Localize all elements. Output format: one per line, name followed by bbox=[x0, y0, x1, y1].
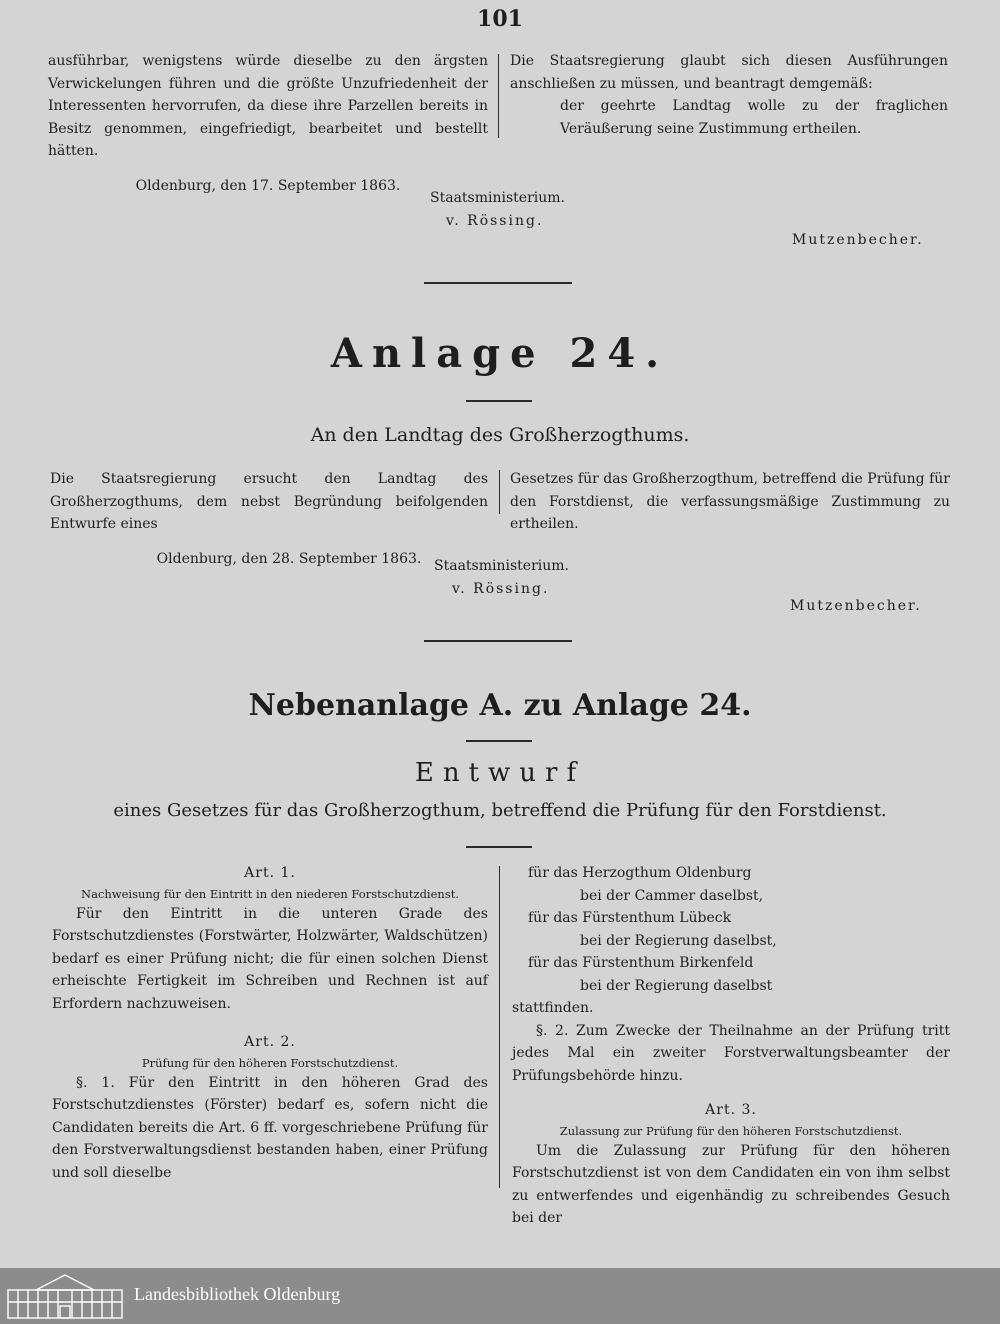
entwurf-heading: Entwurf bbox=[414, 758, 586, 788]
anlage-minister: v. Rössing. bbox=[452, 581, 550, 597]
library-building-icon bbox=[6, 1272, 124, 1320]
anlage-right-column bbox=[510, 468, 950, 536]
art2-subheading: Prüfung für den höheren Forstschutzdienst. bbox=[141, 1055, 399, 1070]
page-number: 101 bbox=[477, 6, 523, 32]
section-divider bbox=[424, 640, 572, 642]
anlage-place-date: Oldenburg, den 28. September 1863. bbox=[156, 550, 422, 567]
title-rule bbox=[466, 846, 532, 848]
title-rule bbox=[466, 400, 532, 402]
library-footer bbox=[0, 1268, 1000, 1324]
top-ministry: Staatsministerium. bbox=[430, 190, 565, 206]
art2-line: für das Fürstenthum Lübeck bbox=[528, 910, 732, 926]
anlage-left-paragraph: Die Staatsregierung ersucht den Landtag des Großherzogthums, dem nebst Begründung beifolgenden Entwurfe eines bbox=[50, 471, 488, 532]
art3-text: Um die Zulassung zur Prüfung für den höheren Forstschutzdienst ist von dem Candidaten ein von ihm selbst zu entwerfendes und eigenhändig zu schreibendes Gesuch bei der bbox=[512, 1142, 950, 1226]
column-divider bbox=[499, 866, 500, 1188]
top-place-date: Oldenburg, den 17. September 1863. bbox=[135, 177, 401, 194]
top-right-paragraph: Die Staatsregierung glaubt sich diesen Ausführungen anschließen zu müssen, und beantragt demgemäß: bbox=[510, 53, 948, 92]
art3-heading: Art. 3. bbox=[705, 1102, 757, 1118]
column-divider bbox=[499, 470, 500, 514]
lower-left-column bbox=[52, 862, 488, 1184]
anlage-address: An den Landtag des Großherzogthums. bbox=[310, 424, 690, 446]
art2-text: §. 1. Für den Eintritt in den höheren Grad des Forstschutzdienstes (Förster) bedarf es, sofern nicht die Candidaten bereits die Art. 6 ff. vorgeschriebene Prüfung für den Forstverwaltungsdienst bestanden haben, einer Prüfung und soll dieselbe bbox=[52, 1074, 488, 1181]
art2-line: bei der Regierung daselbst, bbox=[580, 932, 777, 949]
art2-line: bei der Regierung daselbst bbox=[580, 977, 773, 994]
art2-paragraph-2: §. 2. Zum Zwecke der Theilnahme an der Prüfung tritt jedes Mal ein zweiter Forstverwaltungsbeamter der Prüfungsbehörde hinzu. bbox=[512, 1022, 950, 1084]
art2-line: für das Herzogthum Oldenburg bbox=[528, 865, 752, 881]
column-divider bbox=[498, 54, 499, 138]
art1-text: Für den Eintritt in die unteren Grade des Forstschutzdienstes (Forstwärter, Holzwärter, Waldschützen) bedarf es einer Prüfung nicht; die für einen solchen Dienst erheischte Fertigkeit im Schreiben und Rechnen ist auf Erfordern nachzuweisen. bbox=[52, 905, 488, 1012]
anlage-ministry: Staatsministerium. bbox=[434, 558, 569, 574]
entwurf-subtitle: eines Gesetzes für das Großherzogthum, betreffend die Prüfung für den Forstdienst. bbox=[113, 800, 887, 821]
art2-line: stattfinden. bbox=[512, 1000, 594, 1016]
top-minister: v. Rössing. bbox=[446, 213, 544, 229]
art2-heading: Art. 2. bbox=[244, 1034, 296, 1050]
title-rule bbox=[466, 740, 532, 742]
anlage-cosigner: Mutzenbecher. bbox=[790, 598, 922, 614]
anlage-title: Anlage 24. bbox=[330, 330, 670, 377]
top-left-column bbox=[48, 50, 488, 197]
art1-subheading: Nachweisung für den Eintritt in den niederen Forstschutzdienst. bbox=[81, 886, 459, 901]
anlage-right-paragraph: Gesetzes für das Großherzogthum, betreffend die Prüfung für den Forstdienst, die verfassungsmäßige Zustimmung zu ertheilen. bbox=[510, 471, 950, 532]
top-left-paragraph: ausführbar, wenigstens würde dieselbe zu den ärgsten Verwickelungen führen und die größte Unzufriedenheit der Interessenten hervorrufen, da diese ihre Parzellen bereits in Besitz genommen, eingefriedigt, bearbeitet und bestellt hätten. bbox=[48, 53, 488, 159]
nebenanlage-title: Nebenanlage A. zu Anlage 24. bbox=[248, 688, 752, 723]
library-name: Landesbibliothek Oldenburg bbox=[134, 1284, 341, 1304]
art2-line: bei der Cammer daselbst, bbox=[580, 887, 764, 904]
top-right-motion: der geehrte Landtag wolle zu der fraglichen Veräußerung seine Zustimmung ertheilen. bbox=[560, 98, 948, 137]
art3-subheading: Zulassung zur Prüfung für den höheren Forstschutzdienst. bbox=[559, 1123, 903, 1138]
top-right-column bbox=[510, 50, 948, 140]
section-divider bbox=[424, 282, 572, 284]
top-cosigner: Mutzenbecher. bbox=[792, 232, 924, 248]
anlage-left-column bbox=[50, 468, 488, 570]
art2-line: für das Fürstenthum Birkenfeld bbox=[528, 955, 754, 971]
lower-right-column bbox=[512, 862, 950, 1230]
art1-heading: Art. 1. bbox=[244, 865, 296, 881]
